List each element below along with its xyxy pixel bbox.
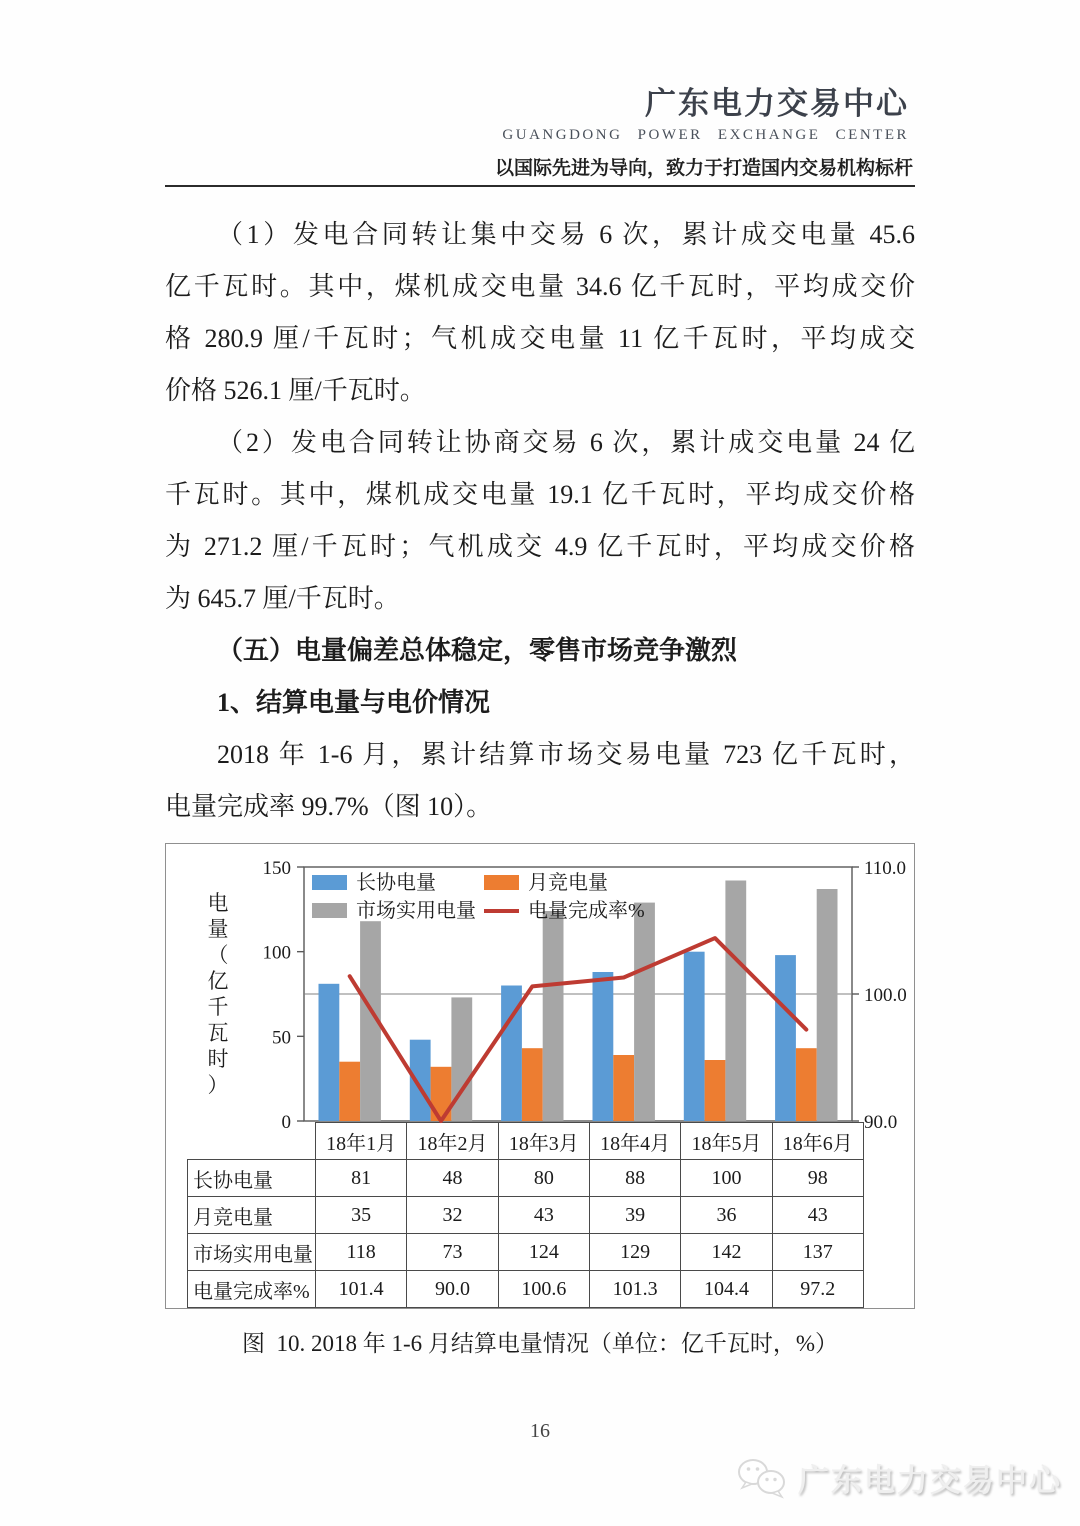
paragraph: [165, 417, 915, 625]
value-cell: 39: [589, 1197, 680, 1234]
wechat-logo-icon: [736, 1456, 788, 1500]
value-cell: 43: [772, 1197, 863, 1234]
figure-caption: 图 10. 2018 年 1-6 月结算电量情况（单位：亿千瓦时，%）: [241, 1331, 839, 1356]
text-line: 亿千瓦时。其中，煤机成交电量 34.6 亿千瓦时，平均成交价: [165, 272, 915, 301]
text-line: （2）发电合同转让协商交易 6 次，累计成交电量 24 亿: [217, 428, 915, 457]
blank-cell: [188, 1123, 316, 1160]
y-axis-title-char: ）: [207, 1073, 229, 1097]
bar-长协电量: [684, 952, 705, 1121]
figure-10: [165, 843, 915, 1358]
category-cell: 18年5月: [681, 1123, 772, 1160]
category-cell: 18年4月: [589, 1123, 680, 1160]
body-text: [165, 209, 915, 833]
value-cell: 43: [498, 1197, 589, 1234]
legend-label: 长协电量: [356, 872, 436, 894]
org-tagline: 以国际先进为导向，致力于打造国内交易机构标杆: [494, 158, 913, 179]
legend-label: 市场实用电量: [356, 900, 476, 922]
value-cell: 32: [407, 1197, 498, 1234]
y-axis-title-char: 亿: [207, 969, 229, 993]
y-axis-title-char: 量: [207, 917, 229, 941]
y-axis-title-char: （: [207, 943, 229, 967]
text-line: 为 645.7 厘/千瓦时。: [165, 584, 400, 613]
page-number: 16: [530, 1420, 550, 1442]
value-cell: 100: [681, 1160, 772, 1197]
bar-月竞电量: [796, 1048, 817, 1121]
left-tick-label: 0: [281, 1112, 291, 1133]
value-cell: 118: [316, 1234, 407, 1271]
page-header: [165, 0, 915, 187]
org-subtitle: GUANGDONG POWER EXCHANGE CENTER: [502, 127, 909, 143]
category-cell: 18年2月: [407, 1123, 498, 1160]
bar-月竞电量: [613, 1055, 634, 1121]
chart-box: [165, 843, 915, 1309]
right-tick-label: 90.0: [864, 1112, 898, 1133]
paragraph: [165, 729, 915, 833]
row-header-cell: 电量完成率%: [188, 1271, 316, 1308]
row-header-cell: 市场实用电量: [188, 1234, 316, 1271]
text-line: 格 280.9 厘/千瓦时；气机成交电量 11 亿千瓦时，平均成交: [165, 324, 915, 353]
bar-长协电量: [410, 1040, 431, 1121]
legend-label: 月竞电量: [528, 872, 608, 894]
left-tick-label: 100: [262, 942, 291, 964]
value-cell: 81: [316, 1160, 407, 1197]
value-cell: 90.0: [407, 1271, 498, 1308]
header-rule: [165, 185, 915, 187]
text-line: 2018 年 1-6 月，累计结算市场交易电量 723 亿千瓦时，: [217, 740, 915, 769]
text-line: （五）电量偏差总体稳定，零售市场竞争激烈: [217, 636, 738, 665]
bar-市场实用电量: [817, 889, 838, 1121]
bar-长协电量: [593, 972, 614, 1121]
category-cell: 18年1月: [316, 1123, 407, 1160]
text-line: 电量完成率 99.7%（图 10）。: [165, 792, 493, 821]
org-title: 广东电力交易中心: [645, 86, 909, 121]
text-line: （1）发电合同转让集中交易 6 次，累计成交电量 45.6: [217, 220, 915, 249]
right-tick-label: 100.0: [864, 985, 907, 1006]
value-cell: 101.3: [589, 1271, 680, 1308]
value-cell: 129: [589, 1234, 680, 1271]
paragraph: [165, 209, 915, 417]
value-cell: 36: [681, 1197, 772, 1234]
table-row: [188, 1234, 864, 1271]
bar-市场实用电量: [725, 881, 746, 1122]
value-cell: 48: [407, 1160, 498, 1197]
category-cell: 18年3月: [498, 1123, 589, 1160]
chart-data-table: [187, 1122, 864, 1308]
text-line: 为 271.2 厘/千瓦时；气机成交 4.9 亿千瓦时，平均成交价格: [165, 532, 915, 561]
table-row: [188, 1271, 864, 1308]
y-axis-title-char: 电: [207, 891, 229, 915]
bar-长协电量: [319, 984, 340, 1121]
value-cell: 88: [589, 1160, 680, 1197]
value-cell: 80: [498, 1160, 589, 1197]
value-cell: 142: [681, 1234, 772, 1271]
legend-swatch-icon: [484, 875, 519, 890]
value-cell: 73: [407, 1234, 498, 1271]
page-content: [165, 0, 915, 1443]
y-axis-title-char: 时: [207, 1047, 229, 1071]
category-cell: 18年6月: [772, 1123, 863, 1160]
table-row: [188, 1197, 864, 1234]
table-row: [188, 1160, 864, 1197]
value-cell: 104.4: [681, 1271, 772, 1308]
legend-label: 电量完成率%: [528, 900, 645, 922]
value-cell: 101.4: [316, 1271, 407, 1308]
y-axis-title-char: 千: [207, 995, 229, 1019]
row-header-cell: 长协电量: [188, 1160, 316, 1197]
bar-月竞电量: [705, 1060, 726, 1121]
value-cell: 97.2: [772, 1271, 863, 1308]
row-header-cell: 月竞电量: [188, 1197, 316, 1234]
text-line: 价格 526.1 厘/千瓦时。: [165, 376, 426, 405]
section-heading: [165, 625, 915, 677]
value-cell: 98: [772, 1160, 863, 1197]
legend-swatch-icon: [312, 903, 347, 918]
section-heading: [165, 677, 915, 729]
bar-市场实用电量: [634, 903, 655, 1121]
right-tick-label: 110.0: [864, 858, 907, 879]
bar-月竞电量: [522, 1048, 543, 1121]
legend-swatch-icon: [312, 875, 347, 890]
footer-watermark: [736, 1455, 1062, 1500]
y-axis-title-char: 瓦: [207, 1021, 229, 1045]
text-line: 千瓦时。其中，煤机成交电量 19.1 亿千瓦时，平均成交价格: [165, 480, 915, 509]
value-cell: 35: [316, 1197, 407, 1234]
value-cell: 100.6: [498, 1271, 589, 1308]
watermark-text: 广东电力交易中心: [798, 1463, 1062, 1498]
value-cell: 137: [772, 1234, 863, 1271]
settlement-volume-chart: [166, 844, 914, 1133]
text-line: 1、结算电量与电价情况: [217, 688, 491, 717]
bar-长协电量: [775, 955, 796, 1121]
left-tick-label: 50: [272, 1027, 291, 1049]
left-tick-label: 150: [262, 858, 291, 879]
bar-市场实用电量: [543, 911, 564, 1121]
bar-月竞电量: [339, 1062, 360, 1121]
value-cell: 124: [498, 1234, 589, 1271]
